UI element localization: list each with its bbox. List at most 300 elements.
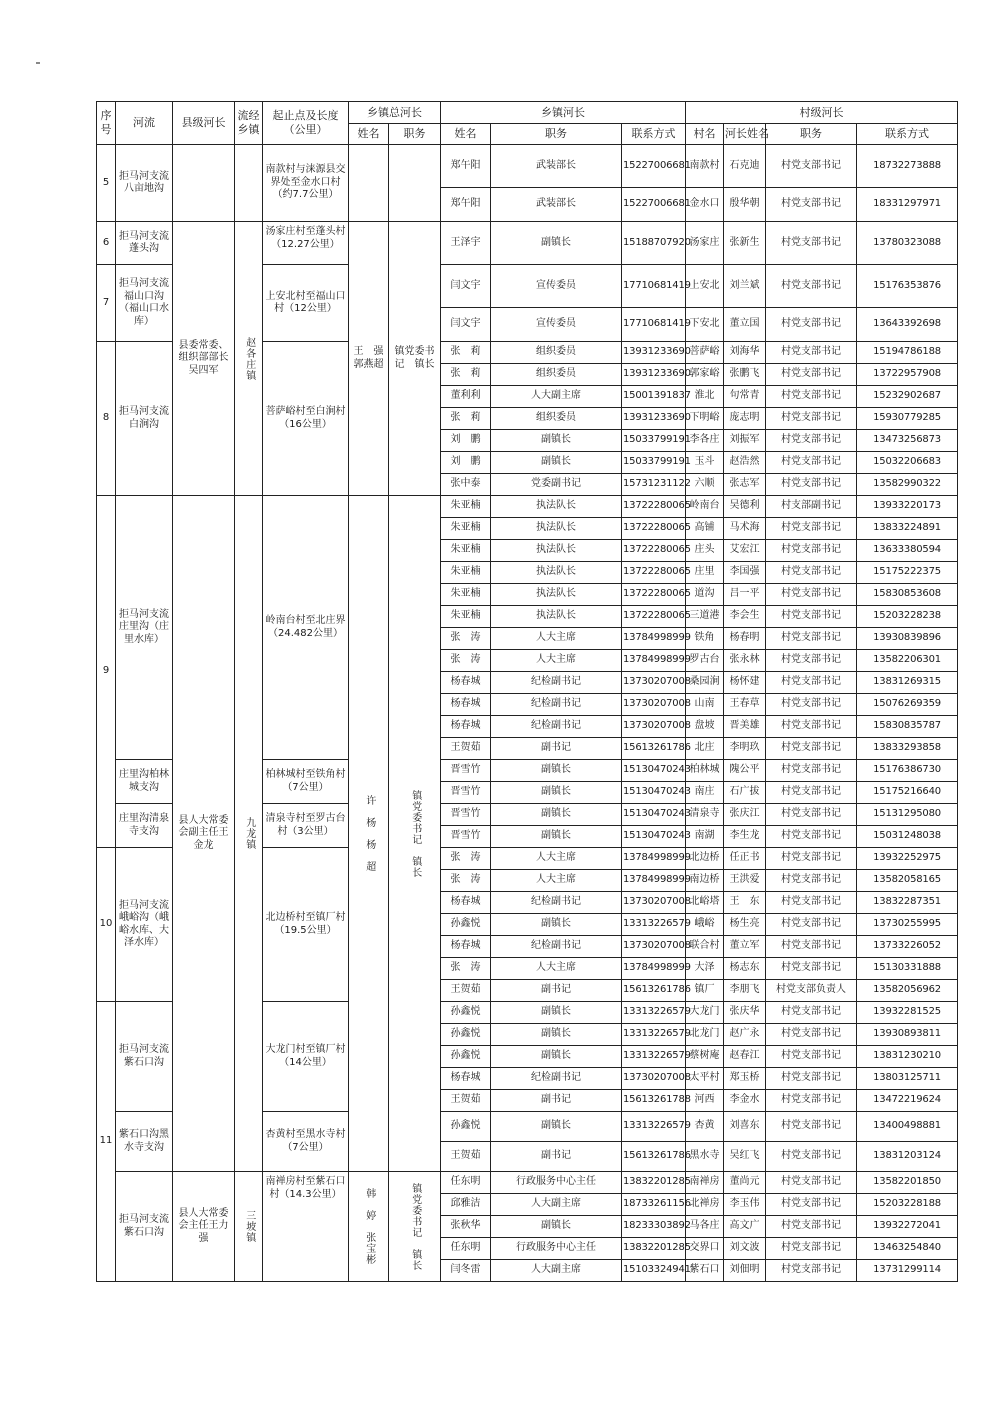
river-cell: 拒马河支流白涧沟 xyxy=(116,342,173,496)
village-chief-duty: 村党支部书记 xyxy=(766,540,857,562)
village-chief-contact: 13722957908 xyxy=(857,364,958,386)
village-chief-duty: 村党支部书记 xyxy=(766,452,857,474)
village-chief-contact: 15032206683 xyxy=(857,452,958,474)
river-cell: 紫石口沟黑水寺支沟 xyxy=(116,1112,173,1172)
town-chief-duty: 纪检副书记 xyxy=(491,1068,622,1090)
header-seq: 序号 xyxy=(97,102,116,145)
county-chief-cell xyxy=(173,145,235,222)
header-general-name: 姓名 xyxy=(349,124,389,145)
village-chief-name: 殷华朝 xyxy=(724,188,766,222)
village-chief-name: 句常青 xyxy=(724,386,766,408)
village-chief-name: 赵浩然 xyxy=(724,452,766,474)
town-chief-contact: 15227006681 xyxy=(622,188,686,222)
river-cell: 庄里沟柏林城支沟 xyxy=(116,760,173,804)
town-chief-name: 孙鑫悦 xyxy=(441,914,491,936)
header-village-chief: 村级河长 xyxy=(686,102,958,124)
header-town-general: 乡镇总河长 xyxy=(349,102,441,124)
range-cell: 岭南台村至北庄界（24.482公里） xyxy=(263,496,349,760)
town-chief-duty: 副镇长 xyxy=(491,1046,622,1068)
town-chief-contact: 15033799191 xyxy=(622,430,686,452)
town-chief-contact: 15613261788 xyxy=(622,1090,686,1112)
village-name: 淮北 xyxy=(686,386,724,408)
village-chief-contact: 15830853608 xyxy=(857,584,958,606)
town-chief-duty: 人大副主席 xyxy=(491,386,622,408)
village-name: 盘坡 xyxy=(686,716,724,738)
town-chief-name: 张 涛 xyxy=(441,958,491,980)
village-chief-name: 董立国 xyxy=(724,308,766,342)
header-village: 村名 xyxy=(686,124,724,145)
town-chief-contact: 13784998999 xyxy=(622,650,686,672)
town-chief-duty: 副书记 xyxy=(491,1090,622,1112)
village-chief-contact: 13463254840 xyxy=(857,1238,958,1260)
town-chief-name: 张 涛 xyxy=(441,650,491,672)
village-name: 黑水寺 xyxy=(686,1142,724,1172)
town-chief-contact: 13722280065 xyxy=(622,540,686,562)
village-name: 蔡树庵 xyxy=(686,1046,724,1068)
village-chief-name: 王洪爱 xyxy=(724,870,766,892)
town-chief-name: 张秋华 xyxy=(441,1216,491,1238)
village-chief-name: 董尚元 xyxy=(724,1172,766,1194)
town-chief-duty: 副书记 xyxy=(491,980,622,1002)
town-chief-contact: 13722280065 xyxy=(622,496,686,518)
town-chief-name: 朱亚楠 xyxy=(441,606,491,628)
village-chief-contact: 15203228188 xyxy=(857,1194,958,1216)
town-chief-duty: 执法队长 xyxy=(491,606,622,628)
village-chief-name: 刘海华 xyxy=(724,342,766,364)
village-chief-duty: 村党支部书记 xyxy=(766,892,857,914)
village-chief-duty: 村党支部书记 xyxy=(766,650,857,672)
scan-mark xyxy=(36,62,40,64)
town-chief-contact: 13730207008 xyxy=(622,892,686,914)
header-village-chief-name: 河长姓名 xyxy=(724,124,766,145)
village-chief-name: 王 东 xyxy=(724,892,766,914)
village-name: 镇厂 xyxy=(686,980,724,1002)
village-chief-contact: 13932252975 xyxy=(857,848,958,870)
seq-cell: 11 xyxy=(97,1002,116,1282)
town-chief-contact: 13931233690 xyxy=(622,408,686,430)
village-chief-duty: 村党支部书记 xyxy=(766,606,857,628)
village-chief-duty: 村党支部书记 xyxy=(766,914,857,936)
village-chief-contact: 15203228238 xyxy=(857,606,958,628)
town-cell xyxy=(235,145,263,222)
village-chief-contact: 13582056962 xyxy=(857,980,958,1002)
village-chief-contact: 13633380594 xyxy=(857,540,958,562)
village-chief-duty: 村党支部书记 xyxy=(766,1194,857,1216)
town-chief-contact: 15033799191 xyxy=(622,452,686,474)
town-chief-name: 王贺茹 xyxy=(441,1090,491,1112)
town-chief-name: 闫文宇 xyxy=(441,265,491,308)
town-chief-duty: 副镇长 xyxy=(491,222,622,265)
general-duty-cell: 镇党委书记 镇长 xyxy=(389,222,441,496)
village-chief-name: 李会生 xyxy=(724,606,766,628)
village-chief-name: 李朋飞 xyxy=(724,980,766,1002)
village-name: 马各庄 xyxy=(686,1216,724,1238)
village-chief-duty: 村党支部书记 xyxy=(766,1260,857,1282)
town-chief-name: 王贺茹 xyxy=(441,980,491,1002)
village-chief-name: 石广拔 xyxy=(724,782,766,804)
village-name: 太平村 xyxy=(686,1068,724,1090)
village-chief-contact: 13733226052 xyxy=(857,936,958,958)
river-chief-table xyxy=(96,101,958,1282)
village-name: 北庄 xyxy=(686,738,724,760)
village-name: 交界口 xyxy=(686,1238,724,1260)
town-chief-duty: 纪检副书记 xyxy=(491,716,622,738)
village-chief-name: 张鹏飞 xyxy=(724,364,766,386)
village-chief-contact: 13582206301 xyxy=(857,650,958,672)
village-chief-contact: 13831230210 xyxy=(857,1046,958,1068)
header-town-chief: 乡镇河长 xyxy=(441,102,686,124)
village-chief-contact: 13780323088 xyxy=(857,222,958,265)
table-row xyxy=(97,222,958,265)
village-chief-name: 刘振军 xyxy=(724,430,766,452)
town-chief-name: 朱亚楠 xyxy=(441,584,491,606)
range-cell: 南款村与涞源县交界处至金水口村（约7.7公里） xyxy=(263,145,349,222)
village-name: 玉斗 xyxy=(686,452,724,474)
range-cell: 杏黄村至黑水寺村（7公里） xyxy=(263,1112,349,1172)
town-chief-duty: 副镇长 xyxy=(491,1024,622,1046)
town-chief-duty: 副镇长 xyxy=(491,804,622,826)
town-chief-name: 晋雪竹 xyxy=(441,804,491,826)
town-chief-duty: 人大主席 xyxy=(491,628,622,650)
village-chief-contact: 13473256873 xyxy=(857,430,958,452)
village-chief-duty: 村党支部书记 xyxy=(766,342,857,364)
village-chief-duty: 村党支部书记 xyxy=(766,408,857,430)
town-chief-duty: 副书记 xyxy=(491,738,622,760)
village-chief-duty: 村党支部书记 xyxy=(766,1024,857,1046)
village-chief-duty: 村党支部书记 xyxy=(766,222,857,265)
village-chief-name: 赵春江 xyxy=(724,1046,766,1068)
town-chief-duty: 宣传委员 xyxy=(491,308,622,342)
town-chief-duty: 纪检副书记 xyxy=(491,936,622,958)
village-chief-contact: 13731299114 xyxy=(857,1260,958,1282)
village-chief-contact: 15232902687 xyxy=(857,386,958,408)
village-chief-name: 郑玉桥 xyxy=(724,1068,766,1090)
town-chief-contact: 15188707920 xyxy=(622,222,686,265)
town-chief-name: 杨春城 xyxy=(441,892,491,914)
town-chief-duty: 纪检副书记 xyxy=(491,672,622,694)
village-name: 南边桥 xyxy=(686,870,724,892)
village-chief-name: 赵广永 xyxy=(724,1024,766,1046)
village-name: 北禅房 xyxy=(686,1194,724,1216)
village-chief-duty: 村党支部书记 xyxy=(766,738,857,760)
town-chief-duty: 人大副主席 xyxy=(491,1260,622,1282)
village-chief-contact: 13833293858 xyxy=(857,738,958,760)
town-chief-name: 杨春城 xyxy=(441,672,491,694)
village-name: 岭南台 xyxy=(686,496,724,518)
village-name: 河西 xyxy=(686,1090,724,1112)
village-chief-name: 刘文波 xyxy=(724,1238,766,1260)
village-chief-contact: 15130331888 xyxy=(857,958,958,980)
village-chief-contact: 13400498881 xyxy=(857,1112,958,1142)
village-chief-duty: 村党支部书记 xyxy=(766,145,857,188)
town-chief-name: 孙鑫悦 xyxy=(441,1112,491,1142)
town-chief-contact: 13313226579 xyxy=(622,1024,686,1046)
village-chief-duty: 村党支部书记 xyxy=(766,430,857,452)
town-chief-duty: 副镇长 xyxy=(491,1112,622,1142)
village-chief-duty: 村党支部书记 xyxy=(766,870,857,892)
village-chief-contact: 18732273888 xyxy=(857,145,958,188)
village-name: 六顺 xyxy=(686,474,724,496)
village-name: 郭家峪 xyxy=(686,364,724,386)
town-chief-contact: 13784998999 xyxy=(622,848,686,870)
village-chief-contact: 13930839896 xyxy=(857,628,958,650)
village-chief-name: 李生龙 xyxy=(724,826,766,848)
town-chief-contact: 17710681419 xyxy=(622,265,686,308)
town-chief-name: 张 莉 xyxy=(441,364,491,386)
river-cell: 拒马河支流蓬头沟 xyxy=(116,222,173,265)
header-county-chief: 县级河长 xyxy=(173,102,235,145)
village-name: 山南 xyxy=(686,694,724,716)
village-chief-duty: 村党支部书记 xyxy=(766,1046,857,1068)
village-name: 上安北 xyxy=(686,265,724,308)
village-name: 三道港 xyxy=(686,606,724,628)
header-town: 流经乡镇 xyxy=(235,102,263,145)
town-chief-contact: 13730207008 xyxy=(622,936,686,958)
town-chief-name: 王贺茹 xyxy=(441,1142,491,1172)
table-row xyxy=(97,1172,958,1194)
town-chief-duty: 武装部长 xyxy=(491,188,622,222)
town-chief-duty: 组织委员 xyxy=(491,364,622,386)
range-cell: 南禅房村至紫石口村（14.3公里） xyxy=(263,1172,349,1282)
town-chief-contact: 18233303892 xyxy=(622,1216,686,1238)
town-chief-contact: 13730207008 xyxy=(622,694,686,716)
village-chief-name: 庞志明 xyxy=(724,408,766,430)
town-chief-contact: 15613261786 xyxy=(622,738,686,760)
village-name: 大龙门 xyxy=(686,1002,724,1024)
village-chief-duty: 村党支部书记 xyxy=(766,936,857,958)
town-cell: 九龙镇 xyxy=(235,496,263,1172)
town-chief-contact: 13722280065 xyxy=(622,518,686,540)
town-chief-name: 王贺茹 xyxy=(441,738,491,760)
town-chief-contact: 13722280065 xyxy=(622,606,686,628)
village-chief-name: 张新生 xyxy=(724,222,766,265)
town-chief-contact: 13313226579 xyxy=(622,914,686,936)
town-chief-name: 闫冬雷 xyxy=(441,1260,491,1282)
town-chief-contact: 13313226579 xyxy=(622,1046,686,1068)
town-chief-name: 邱雅洁 xyxy=(441,1194,491,1216)
village-chief-name: 高文广 xyxy=(724,1216,766,1238)
town-chief-contact: 13313226579 xyxy=(622,1112,686,1142)
town-chief-duty: 副镇长 xyxy=(491,452,622,474)
town-chief-name: 张 涛 xyxy=(441,870,491,892)
village-chief-contact: 18331297971 xyxy=(857,188,958,222)
village-name: 南禅房 xyxy=(686,1172,724,1194)
town-chief-duty: 行政服务中心主任 xyxy=(491,1172,622,1194)
village-name: 南款村 xyxy=(686,145,724,188)
village-name: 下安北 xyxy=(686,308,724,342)
village-chief-duty: 村党支部书记 xyxy=(766,518,857,540)
village-chief-contact: 15076269359 xyxy=(857,694,958,716)
village-chief-contact: 13803125711 xyxy=(857,1068,958,1090)
town-chief-contact: 13730207008 xyxy=(622,716,686,738)
town-chief-duty: 纪检副书记 xyxy=(491,892,622,914)
town-chief-duty: 人大主席 xyxy=(491,848,622,870)
village-chief-contact: 13582990322 xyxy=(857,474,958,496)
village-chief-name: 吕一平 xyxy=(724,584,766,606)
village-chief-contact: 13932272041 xyxy=(857,1216,958,1238)
village-chief-duty: 村党支部书记 xyxy=(766,308,857,342)
header-town-contact: 联系方式 xyxy=(622,124,686,145)
village-chief-contact: 13582201850 xyxy=(857,1172,958,1194)
town-chief-name: 张 涛 xyxy=(441,628,491,650)
village-name: 南湖 xyxy=(686,826,724,848)
town-chief-duty: 副镇长 xyxy=(491,826,622,848)
village-name: 下明峪 xyxy=(686,408,724,430)
village-chief-name: 杨怀建 xyxy=(724,672,766,694)
village-chief-duty: 村党支部负责人 xyxy=(766,980,857,1002)
village-chief-name: 马术海 xyxy=(724,518,766,540)
town-chief-duty: 执法队长 xyxy=(491,562,622,584)
village-chief-duty: 村党支部书记 xyxy=(766,584,857,606)
village-name: 紫石口 xyxy=(686,1260,724,1282)
village-chief-duty: 村党支部书记 xyxy=(766,265,857,308)
village-chief-contact: 13932281525 xyxy=(857,1002,958,1024)
river-cell: 拒马河支流紫石口沟 xyxy=(116,1002,173,1112)
header-town-name: 姓名 xyxy=(441,124,491,145)
header-river: 河流 xyxy=(116,102,173,145)
town-chief-contact: 13722280065 xyxy=(622,584,686,606)
village-chief-contact: 15194786188 xyxy=(857,342,958,364)
general-name-cell: 韩 婷 张宝彬 xyxy=(349,1172,389,1282)
village-name: 峨峪 xyxy=(686,914,724,936)
village-chief-name: 任正书 xyxy=(724,848,766,870)
village-chief-name: 刘兰斌 xyxy=(724,265,766,308)
town-chief-duty: 党委副书记 xyxy=(491,474,622,496)
village-chief-duty: 村党支部书记 xyxy=(766,386,857,408)
river-cell: 拒马河支流紫石口沟 xyxy=(116,1172,173,1282)
seq-cell: 9 xyxy=(97,496,116,848)
village-chief-name: 刘佃明 xyxy=(724,1260,766,1282)
village-chief-name: 张志军 xyxy=(724,474,766,496)
general-duty-cell: 镇党委书记 镇长 xyxy=(389,1172,441,1282)
town-chief-contact: 15130470243 xyxy=(622,804,686,826)
village-name: 汤家庄 xyxy=(686,222,724,265)
village-name: 铁角 xyxy=(686,628,724,650)
town-chief-name: 杨春城 xyxy=(441,694,491,716)
header-range: 起止点及长度（公里） xyxy=(263,102,349,145)
town-chief-name: 刘 鹏 xyxy=(441,452,491,474)
town-chief-name: 张 涛 xyxy=(441,848,491,870)
town-chief-name: 晋雪竹 xyxy=(441,760,491,782)
seq-cell: 7 xyxy=(97,265,116,342)
town-chief-duty: 副镇长 xyxy=(491,1216,622,1238)
village-chief-contact: 13831203124 xyxy=(857,1142,958,1172)
town-chief-contact: 13931233690 xyxy=(622,364,686,386)
town-chief-contact: 13784998999 xyxy=(622,628,686,650)
village-chief-duty: 村党支部书记 xyxy=(766,782,857,804)
village-chief-name: 李玉伟 xyxy=(724,1194,766,1216)
village-chief-name: 隗公平 xyxy=(724,760,766,782)
town-chief-name: 晋雪竹 xyxy=(441,782,491,804)
village-chief-contact: 15830835787 xyxy=(857,716,958,738)
village-chief-duty: 村党支部书记 xyxy=(766,1172,857,1194)
county-chief-cell: 县人大常委会副主任王金龙 xyxy=(173,496,235,1172)
town-chief-duty: 执法队长 xyxy=(491,584,622,606)
town-cell: 三坡镇 xyxy=(235,1172,263,1282)
town-chief-duty: 副镇长 xyxy=(491,1002,622,1024)
town-chief-duty: 副镇长 xyxy=(491,760,622,782)
town-chief-contact: 13784998999 xyxy=(622,958,686,980)
village-chief-name: 刘喜东 xyxy=(724,1112,766,1142)
village-chief-duty: 村党支部书记 xyxy=(766,694,857,716)
town-chief-name: 朱亚楠 xyxy=(441,540,491,562)
village-chief-contact: 13930893811 xyxy=(857,1024,958,1046)
town-chief-duty: 副镇长 xyxy=(491,914,622,936)
town-chief-contact: 17710681419 xyxy=(622,308,686,342)
village-name: 柏林城 xyxy=(686,760,724,782)
village-name: 菩萨峪 xyxy=(686,342,724,364)
town-chief-contact: 15130470243 xyxy=(622,782,686,804)
header-village-duty: 职务 xyxy=(766,124,857,145)
village-chief-contact: 13643392698 xyxy=(857,308,958,342)
village-chief-name: 张庆江 xyxy=(724,804,766,826)
village-chief-duty: 村党支部书记 xyxy=(766,804,857,826)
village-chief-name: 李国强 xyxy=(724,562,766,584)
village-chief-name: 杨志东 xyxy=(724,958,766,980)
village-chief-duty: 村党支部书记 xyxy=(766,1216,857,1238)
village-name: 道沟 xyxy=(686,584,724,606)
village-name: 李各庄 xyxy=(686,430,724,452)
village-chief-contact: 13582058165 xyxy=(857,870,958,892)
header-row-1 xyxy=(97,102,958,124)
town-chief-name: 杨春城 xyxy=(441,716,491,738)
town-chief-name: 杨春城 xyxy=(441,1068,491,1090)
town-chief-duty: 执法队长 xyxy=(491,496,622,518)
village-chief-duty: 村支部副书记 xyxy=(766,496,857,518)
header-village-contact: 联系方式 xyxy=(857,124,958,145)
town-chief-duty: 副镇长 xyxy=(491,782,622,804)
range-cell: 清泉寺村至罗古台村（3公里） xyxy=(263,804,349,848)
range-cell: 大龙门村至镇厂村（14公里） xyxy=(263,1002,349,1112)
river-cell: 拒马河支流福山口沟（福山口水库） xyxy=(116,265,173,342)
range-cell: 上安北村至福山口村（12公里） xyxy=(263,265,349,342)
town-chief-contact: 13730207008 xyxy=(622,672,686,694)
village-chief-duty: 村党支部书记 xyxy=(766,1142,857,1172)
general-duty-cell xyxy=(389,145,441,222)
town-chief-name: 郑午阳 xyxy=(441,145,491,188)
town-chief-contact: 13313226579 xyxy=(622,1002,686,1024)
town-chief-contact: 15613261786 xyxy=(622,980,686,1002)
village-chief-duty: 村党支部书记 xyxy=(766,672,857,694)
village-chief-duty: 村党支部书记 xyxy=(766,474,857,496)
town-chief-duty: 人大主席 xyxy=(491,650,622,672)
general-duty-cell: 镇党委书记 镇长 xyxy=(389,496,441,1172)
village-chief-contact: 13832287351 xyxy=(857,892,958,914)
town-chief-name: 王泽宇 xyxy=(441,222,491,265)
town-chief-contact: 13784998999 xyxy=(622,870,686,892)
town-chief-contact: 15613261786 xyxy=(622,1142,686,1172)
town-chief-name: 任东明 xyxy=(441,1238,491,1260)
village-chief-contact: 15176386730 xyxy=(857,760,958,782)
town-chief-name: 张 莉 xyxy=(441,342,491,364)
town-chief-contact: 15130470243 xyxy=(622,826,686,848)
town-chief-duty: 副书记 xyxy=(491,1142,622,1172)
village-chief-name: 李金水 xyxy=(724,1090,766,1112)
town-chief-duty: 武装部长 xyxy=(491,145,622,188)
header-town-duty: 职务 xyxy=(491,124,622,145)
table-row xyxy=(97,496,958,518)
seq-cell: 10 xyxy=(97,848,116,1002)
river-cell: 庄里沟清泉寺支沟 xyxy=(116,804,173,848)
town-chief-duty: 纪检副书记 xyxy=(491,694,622,716)
seq-cell: 6 xyxy=(97,222,116,265)
seq-cell: 5 xyxy=(97,145,116,222)
village-chief-duty: 村党支部书记 xyxy=(766,760,857,782)
town-chief-contact: 15227006681 xyxy=(622,145,686,188)
village-chief-contact: 15175216640 xyxy=(857,782,958,804)
general-name-cell: 许 杨 杨 超 xyxy=(349,496,389,1172)
town-chief-contact: 13730207008 xyxy=(622,1068,686,1090)
